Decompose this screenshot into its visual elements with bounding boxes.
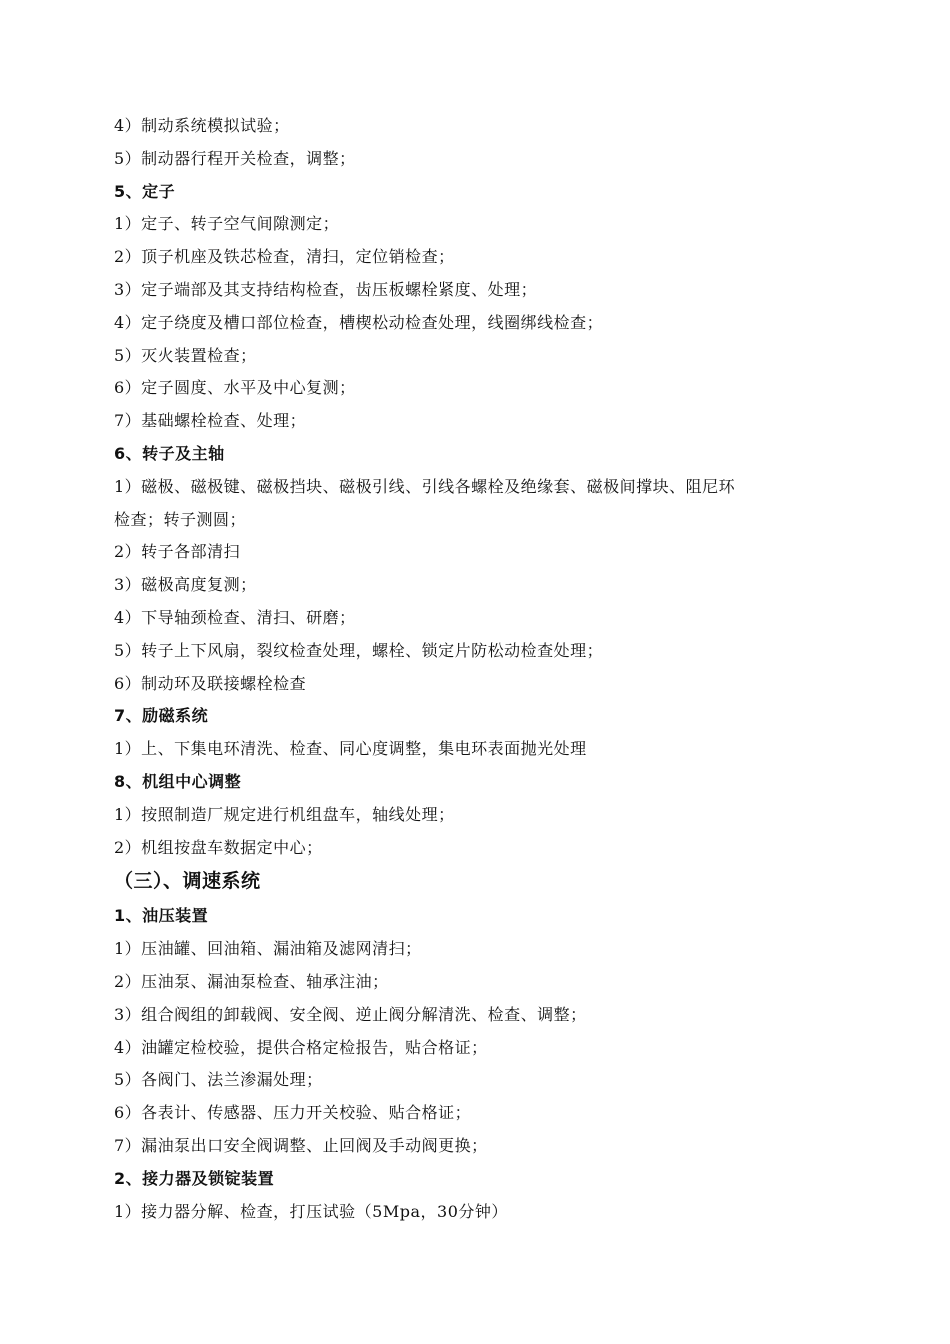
list-item: 4）制动系统模拟试验；: [114, 116, 290, 135]
list-item: 6）定子圆度、水平及中心复测；: [114, 378, 356, 398]
list-item: 3）磁极高度复测；: [114, 575, 257, 595]
list-item: 3）定子端部及其支持结构检查，齿压板螺栓紧度、处理；: [114, 279, 538, 299]
list-item: 1）压油罐、回油箱、漏油箱及滤网清扫；: [114, 939, 422, 959]
list-item-continuation: 检查；转子测圆；: [114, 509, 247, 529]
list-item: 6）各表计、传感器、压力开关校验、贴合格证；: [114, 1103, 472, 1123]
section-heading: 2、接力器及锁锭装置: [114, 1168, 275, 1188]
list-item: 4）定子绕度及槽口部位检查，槽楔松动检查处理，线圈绑线检查；: [114, 312, 604, 332]
list-item: 4）下导轴颈检查、清扫、研磨；: [114, 607, 356, 627]
list-item: 1）定子、转子空气间隙测定；: [114, 214, 340, 234]
list-item: 2）顶子机座及铁芯检查，清扫，定位销检查；: [114, 247, 455, 267]
section-heading: 8、机组中心调整: [114, 771, 242, 791]
list-item: 6）制动环及联接螺栓检查: [114, 673, 307, 693]
list-item: 5）各阀门、法兰渗漏处理；: [114, 1070, 323, 1090]
list-item: 7）基础螺栓检查、处理；: [114, 411, 307, 431]
list-item: 1）上、下集电环清洗、检查、同心度调整，集电环表面抛光处理: [114, 739, 587, 759]
list-item: 5）灭火装置检查；: [114, 345, 257, 365]
section-heading: 1、油压装置: [114, 906, 209, 926]
chapter-heading: （三）、调速系统: [114, 870, 261, 893]
document-page: [114, 110, 844, 1228]
list-item: 2）转子各部清扫: [114, 542, 241, 562]
section-heading: 6、转子及主轴: [114, 443, 225, 463]
list-item: 1）接力器分解、检查，打压试验（5Mpa，30分钟）: [114, 1201, 508, 1221]
list-item: 2）机组按盘车数据定中心；: [114, 837, 323, 857]
list-item: 7）漏油泵出口安全阀调整、止回阀及手动阀更换；: [114, 1135, 488, 1155]
list-item: 1）磁极、磁极键、磁极挡块、磁极引线、引线各螺栓及绝缘套、磁极间撑块、阻尼环: [114, 476, 736, 496]
section-heading: 7、励磁系统: [114, 706, 209, 726]
list-item: 5）转子上下风扇，裂纹检查处理，螺栓、锁定片防松动检查处理；: [114, 640, 604, 660]
list-item: 4）油罐定检校验，提供合格定检报告，贴合格证；: [114, 1037, 488, 1057]
list-item: 3）组合阀组的卸载阀、安全阀、逆止阀分解清洗、检查、调整；: [114, 1004, 587, 1024]
list-item: 1）按照制造厂规定进行机组盘车，轴线处理；: [114, 804, 455, 824]
list-item: 2）压油泵、漏油泵检查、轴承注油；: [114, 971, 389, 991]
section-heading: 5、定子: [114, 181, 176, 201]
list-item: 5）制动器行程开关检查，调整；: [114, 148, 356, 168]
